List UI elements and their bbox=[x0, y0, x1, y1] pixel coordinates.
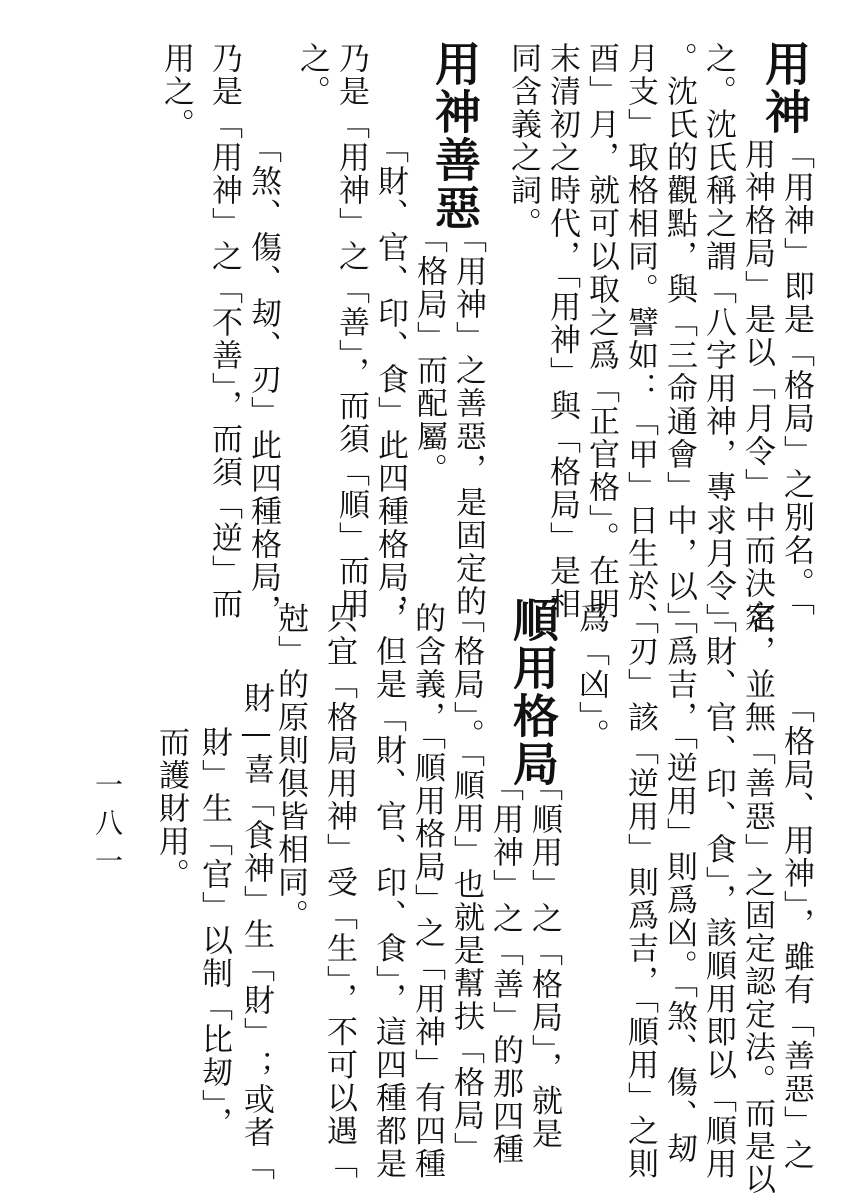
text-column: 月支」取格相同。譬如：「甲」日生於「 bbox=[622, 42, 658, 636]
text-column: 用之。 bbox=[158, 42, 194, 141]
text-column: 尅」的原則俱皆相同。 bbox=[272, 602, 308, 932]
text-column: 名，並無「善惡」之固定認定法。而是以 bbox=[739, 602, 775, 1196]
text-column: 之。沈氏稱之謂「八字用神，專求月令」 bbox=[700, 42, 736, 636]
text-column: 「財、官、印、食」此四種格局， bbox=[372, 132, 408, 627]
text-column: 之。 bbox=[294, 42, 330, 108]
text-column: 「格局」而配屬。 bbox=[411, 222, 447, 486]
text-column: 酉」月，就可以取之爲「正官格」。在明 bbox=[583, 42, 619, 621]
text-column: 的含義，「順用格局」之「用神」有四種 bbox=[409, 602, 445, 1181]
text-column: 「用神」即是「格局」之別名。「 bbox=[778, 138, 814, 618]
text-column: 「順用」之「格局」，就是 bbox=[526, 770, 562, 1151]
text-column: 而護財用。 bbox=[153, 726, 189, 891]
text-column: 用神格局」是以「月令」中而決定 bbox=[739, 138, 775, 633]
text-column: 「財、官、印、食」，該順用即以「順用 bbox=[700, 602, 736, 1181]
text-column: 。沈氏的觀點，與「三命通會」中，以「 bbox=[661, 42, 697, 636]
text-column: 只宜「格局用神」受「生」，不可以遇「 bbox=[321, 602, 357, 1181]
heading-shunyong-geju: 順用格局 bbox=[506, 596, 560, 788]
text-column: ，但是「財、官、印、食」，這四種都是 bbox=[370, 602, 406, 1181]
text-column: 乃是「用神」之「善」，而須「順」而用 bbox=[333, 42, 369, 621]
text-column: 「用神」之「善」的那四種 bbox=[487, 770, 523, 1166]
text-column: 財—喜「食神」生「財」；或者「 bbox=[238, 682, 274, 1182]
text-column: 「格局、用神」，雖有「善惡」之 bbox=[778, 692, 814, 1172]
heading-yongshen: 用神 bbox=[758, 40, 812, 136]
text-column: 財」生「官」以制「比刼」， bbox=[196, 726, 232, 1140]
page-number: 一八一 bbox=[91, 770, 124, 884]
text-column: 」爲吉，「逆用」則爲凶。「煞、傷、刼 bbox=[661, 602, 697, 1165]
text-column: 同含義之詞。 bbox=[505, 42, 541, 240]
text-column: 「煞、傷、刼、刃」此四種格局， bbox=[245, 132, 281, 627]
text-column: 末清初之時代，「用神」與「格局」是相 bbox=[544, 42, 580, 621]
text-column: 爲「凶」。 bbox=[573, 602, 609, 752]
text-column: 「格局」。「順用」也就是幫扶「格局」 bbox=[448, 602, 484, 1165]
heading-yongshen-shane: 用神善惡 bbox=[428, 40, 482, 232]
text-column: 、刃」該「逆用」則爲吉，「順用」之則 bbox=[622, 602, 658, 1181]
text-column: 乃是「用神」之「不善」，而須「逆」而 bbox=[206, 42, 242, 621]
text-column: 「用神」之善惡，是固定的 bbox=[450, 222, 486, 618]
